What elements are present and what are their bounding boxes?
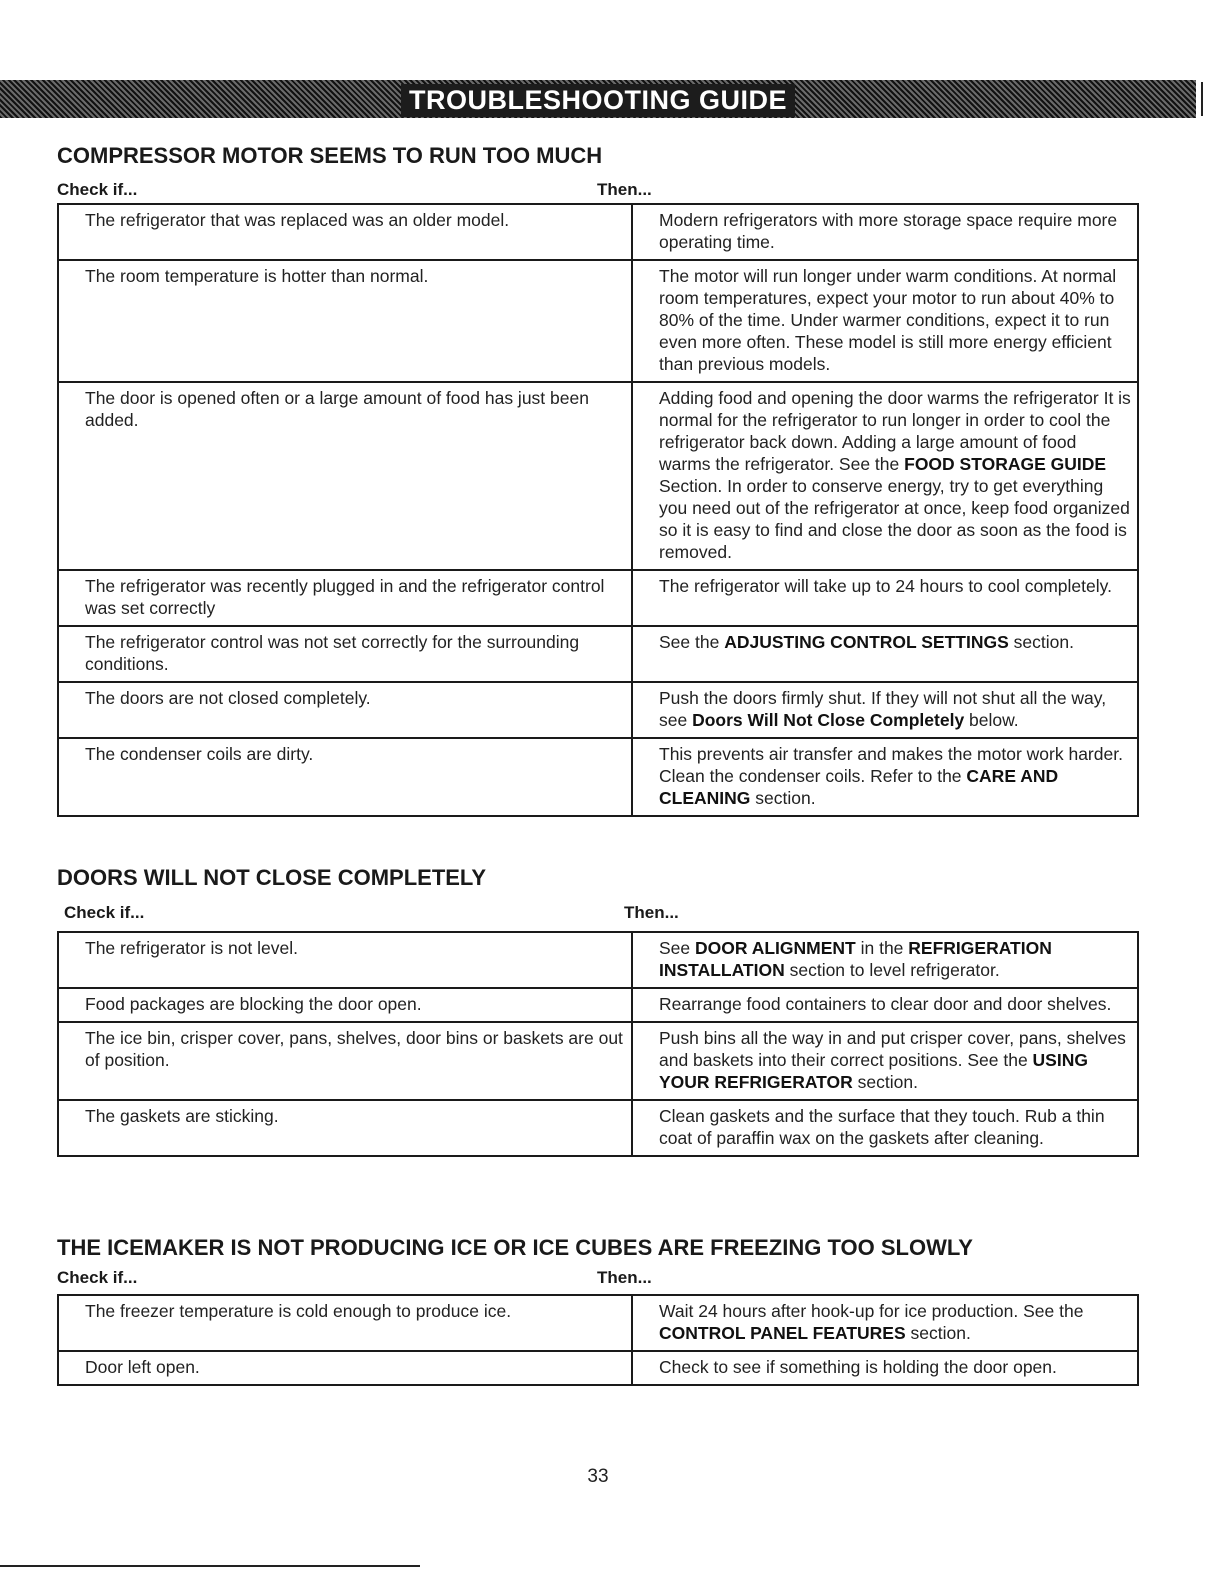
check-if-header: Check if... xyxy=(57,1268,138,1287)
then-text: See xyxy=(659,938,695,958)
check-cell: The door is opened often or a large amount of food has just been added. xyxy=(58,382,632,570)
section-reference: REFRIGERATION INSTALLATION xyxy=(659,938,1052,980)
then-cell xyxy=(632,1022,1138,1100)
table-row xyxy=(58,570,1138,626)
then-cell xyxy=(632,260,1138,382)
section-reference: DOOR ALIGNMENT xyxy=(695,938,856,958)
then-header: Then... xyxy=(597,180,652,199)
table-row xyxy=(58,738,1138,816)
section-reference: USING YOUR REFRIGERATOR xyxy=(659,1050,1088,1092)
check-cell: The doors are not closed completely. xyxy=(58,682,632,738)
check-cell: The refrigerator is not level. xyxy=(58,932,632,988)
then-text: Push bins all the way in and put crisper cover, pans, shelves and baskets into their correct positions. See the xyxy=(659,1028,1126,1070)
check-cell: Door left open. xyxy=(58,1351,632,1385)
then-cell xyxy=(632,1295,1138,1351)
then-text: Clean gaskets and the surface that they touch. Rub a thin coat of paraffin wax on the gaskets after cleaning. xyxy=(659,1106,1105,1148)
then-cell xyxy=(632,1100,1138,1156)
section-reference: FOOD STORAGE GUIDE xyxy=(904,454,1107,474)
then-text: The refrigerator will take up to 24 hours to cool completely. xyxy=(659,576,1112,596)
then-cell xyxy=(632,932,1138,988)
then-cell xyxy=(632,204,1138,260)
table-row xyxy=(58,1022,1138,1100)
then-text: Adding food and opening the door warms the refrigerator It is normal for the refrigerator to run longer in order to cool the refrigerator back down. Adding a large amount of food warms the refrigerator. See the xyxy=(659,388,1131,474)
section-reference: ADJUSTING CONTROL SETTINGS xyxy=(724,632,1009,652)
section-reference: CARE AND CLEANING xyxy=(659,766,1059,808)
edge-mark xyxy=(1201,82,1203,116)
check-if-header: Check if... xyxy=(64,903,145,922)
table-row xyxy=(58,382,1138,570)
check-cell: The refrigerator control was not set correctly for the surrounding conditions. xyxy=(58,626,632,682)
table-row xyxy=(58,988,1138,1022)
troubleshooting-table-compressor xyxy=(57,203,1139,817)
check-cell: The room temperature is hotter than normal. xyxy=(58,260,632,382)
table-row xyxy=(58,626,1138,682)
then-cell xyxy=(632,988,1138,1022)
table-row xyxy=(58,1100,1138,1156)
troubleshooting-table-icemaker xyxy=(57,1294,1139,1386)
then-text: section. xyxy=(852,1072,918,1092)
page-number: 33 xyxy=(587,1466,609,1487)
then-text: section. xyxy=(905,1323,971,1343)
table-row xyxy=(58,1351,1138,1385)
check-cell: The freezer temperature is cold enough to produce ice. xyxy=(58,1295,632,1351)
page-title: TROUBLESHOOTING GUIDE xyxy=(401,84,795,117)
table-row xyxy=(58,204,1138,260)
then-text: in the xyxy=(855,938,909,958)
then-text: The motor will run longer under warm conditions. At normal room temperatures, expect your motor to run about 40% to 80% of the time. Under warmer conditions, expect it to run even more often. These model is still more energy efficient than previous models. xyxy=(659,266,1117,374)
then-cell xyxy=(632,1351,1138,1385)
check-cell: The refrigerator was recently plugged in and the refrigerator control was set correctly xyxy=(58,570,632,626)
header-banner xyxy=(0,80,1196,118)
section-reference: Doors Will Not Close Completely xyxy=(692,710,965,730)
then-text: Section. In order to conserve energy, try to get everything you need out of the refrigerator at once, keep food organized so it is easy to find and close the door as soon as the food is removed. xyxy=(659,476,1130,562)
section-reference: CONTROL PANEL FEATURES xyxy=(659,1323,906,1343)
check-if-header: Check if... xyxy=(57,180,138,199)
then-text: below. xyxy=(964,710,1019,730)
then-text: This prevents air transfer and makes the motor work harder. Clean the condenser coils. Refer to the xyxy=(659,744,1123,786)
section-title-compressor: COMPRESSOR MOTOR SEEMS TO RUN TOO MUCH xyxy=(57,143,603,168)
then-cell xyxy=(632,682,1138,738)
then-text: Check to see if something is holding the door open. xyxy=(659,1357,1057,1377)
then-cell xyxy=(632,382,1138,570)
footer-rule xyxy=(0,1565,420,1567)
check-cell: The refrigerator that was replaced was an older model. xyxy=(58,204,632,260)
then-text: Modern refrigerators with more storage space require more operating time. xyxy=(659,210,1118,252)
section-title-icemaker: THE ICEMAKER IS NOT PRODUCING ICE OR ICE CUBES ARE FREEZING TOO SLOWLY xyxy=(57,1235,973,1260)
then-text: section. xyxy=(750,788,816,808)
then-header: Then... xyxy=(597,1268,652,1287)
then-text: section to level refrigerator. xyxy=(784,960,1000,980)
check-cell: Food packages are blocking the door open. xyxy=(58,988,632,1022)
then-text: Push the doors firmly shut. If they will not shut all the way, see xyxy=(659,688,1107,730)
then-cell xyxy=(632,570,1138,626)
table-row xyxy=(58,932,1138,988)
table-row xyxy=(58,1295,1138,1351)
check-cell: The ice bin, crisper cover, pans, shelves, door bins or baskets are out of position. xyxy=(58,1022,632,1100)
then-text: Wait 24 hours after hook-up for ice production. See the xyxy=(659,1301,1084,1321)
troubleshooting-table-doors xyxy=(57,931,1139,1157)
then-text: Rearrange food containers to clear door and door shelves. xyxy=(659,994,1112,1014)
then-text: section. xyxy=(1008,632,1074,652)
table-row xyxy=(58,260,1138,382)
check-cell: The gaskets are sticking. xyxy=(58,1100,632,1156)
then-cell xyxy=(632,738,1138,816)
section-title-doors: DOORS WILL NOT CLOSE COMPLETELY xyxy=(57,865,487,890)
check-cell: The condenser coils are dirty. xyxy=(58,738,632,816)
then-text: See the xyxy=(659,632,725,652)
then-cell xyxy=(632,626,1138,682)
then-header: Then... xyxy=(624,903,679,922)
table-row xyxy=(58,682,1138,738)
